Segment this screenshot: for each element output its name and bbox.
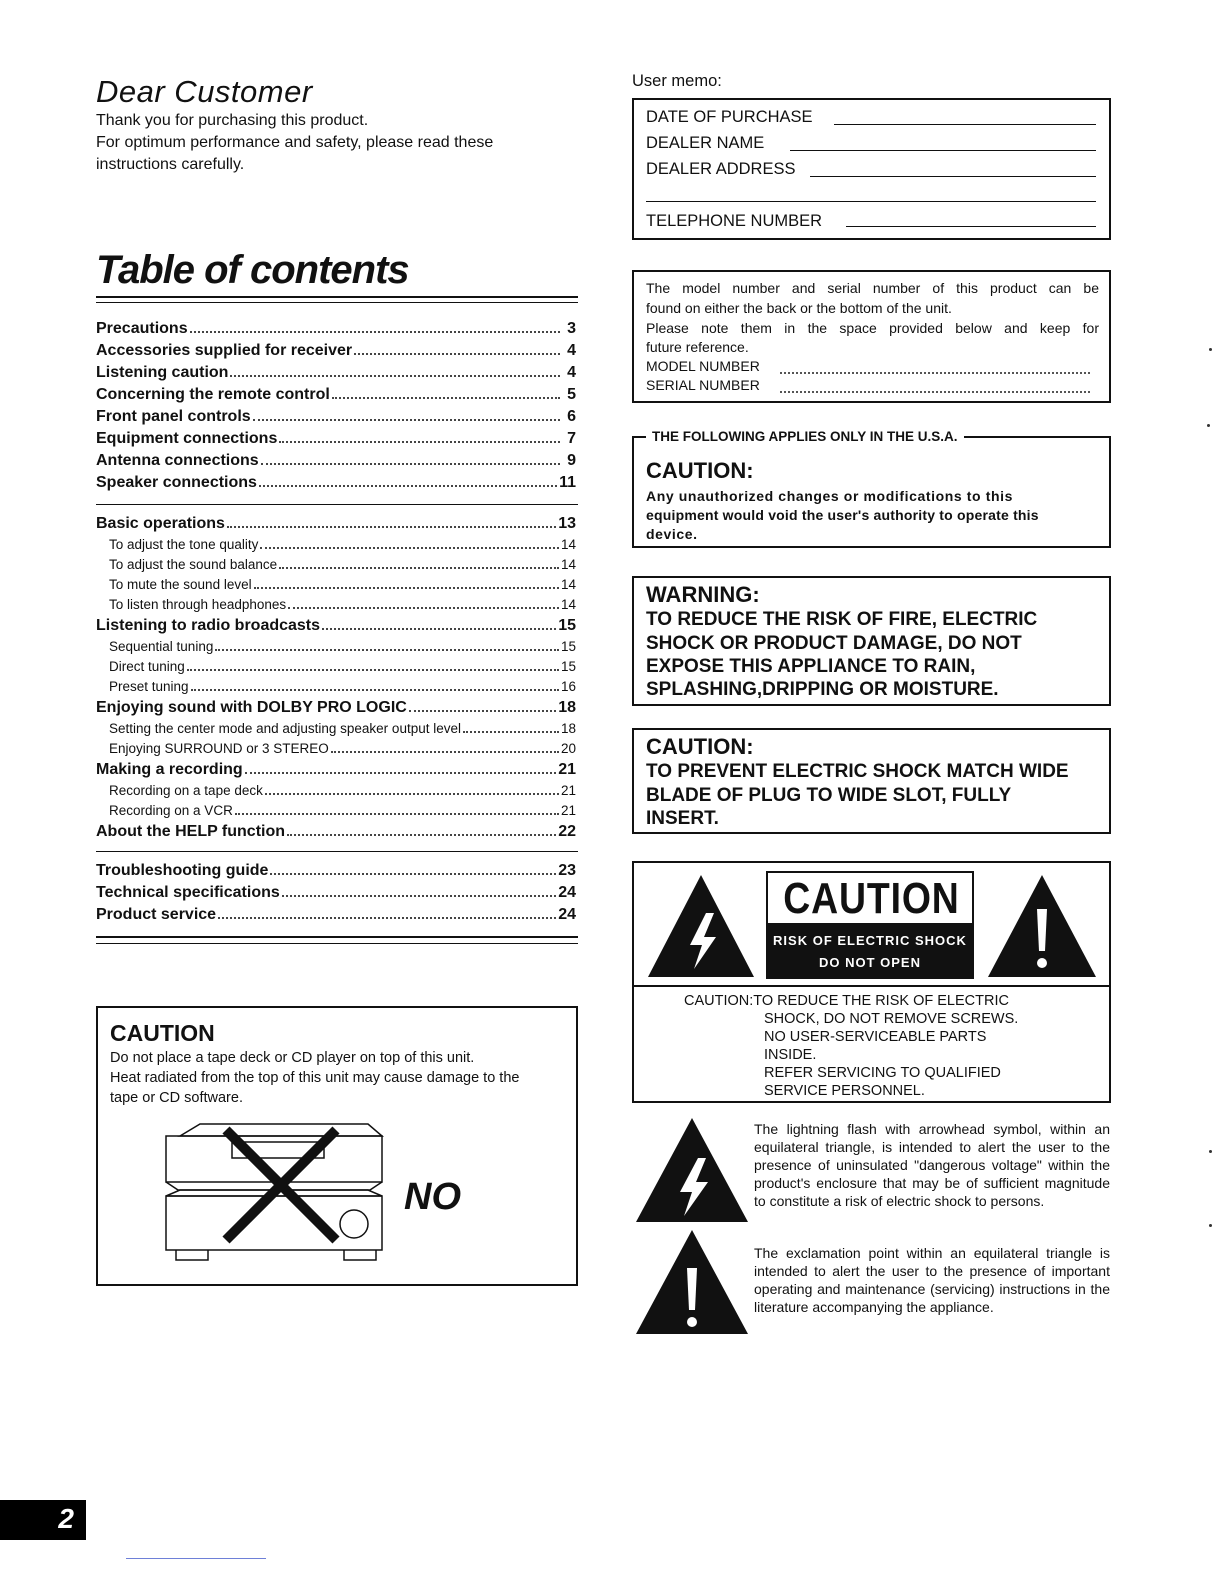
toc-leader-dots <box>331 751 559 753</box>
toc-entry-label: Enjoying SURROUND or 3 STEREO <box>109 741 329 756</box>
warning-line: SHOCK OR PRODUCT DAMAGE, DO NOT <box>646 633 1022 654</box>
exclamation-symbol-icon <box>634 1228 750 1336</box>
toc-entry-page: 15 <box>558 617 576 634</box>
toc-subentry <box>109 679 576 699</box>
toc-entry-page: 18 <box>560 721 576 736</box>
toc-entry-label: Front panel controls <box>96 408 251 425</box>
dealer-address-label: DEALER ADDRESS <box>646 160 796 178</box>
serial-info-line: found on either the back or the bottom of the unit. <box>646 300 952 316</box>
toc-entry-page: 21 <box>560 803 576 818</box>
toc-leader-dots <box>409 710 556 712</box>
toc-entry-label: Listening to radio broadcasts <box>96 617 321 634</box>
toc-entry-page: 16 <box>560 679 576 694</box>
toc-entry-label: Sequential tuning <box>109 639 214 654</box>
sign-caution-line: NO USER-SERVICEABLE PARTS <box>764 1029 987 1045</box>
scan-speck <box>1209 348 1212 351</box>
memo-fill-line <box>646 201 1096 202</box>
toc-entry-label: Troubleshooting guide <box>96 862 269 879</box>
toc-leader-dots <box>463 731 559 733</box>
toc-leader-dots <box>282 895 556 897</box>
toc-entry-label: To mute the sound level <box>109 577 252 592</box>
intro-line: instructions carefully. <box>96 156 245 173</box>
sign-caution-line: SHOCK, DO NOT REMOVE SCREWS. <box>764 1011 1019 1027</box>
scan-speck <box>1209 1224 1212 1227</box>
toc-leader-dots <box>354 353 560 355</box>
model-serial-box <box>632 270 1111 403</box>
toc-leader-dots <box>190 331 560 333</box>
memo-fill-line <box>834 124 1096 125</box>
toc-entry-label: To adjust the tone quality <box>109 537 259 552</box>
toc-entry <box>96 515 576 537</box>
toc-leader-dots <box>332 397 560 399</box>
toc-subentry <box>109 659 576 679</box>
toc-entry-label: Preset tuning <box>109 679 189 694</box>
model-number-fill <box>780 372 1090 374</box>
toc-leader-dots <box>259 485 557 487</box>
toc-entry-label: Speaker connections <box>96 474 257 491</box>
toc-subentry <box>109 721 576 741</box>
toc-top-rule-thin <box>96 302 578 303</box>
sign-divider <box>634 985 1109 987</box>
plug-caution-box <box>632 728 1111 834</box>
warning-line: TO REDUCE THE RISK OF FIRE, ELECTRIC <box>646 609 1038 630</box>
caution-line: Do not place a tape deck or CD player on top of this unit. <box>110 1050 475 1066</box>
dealer-name-label: DEALER NAME <box>646 134 765 152</box>
lightning-warning-icon <box>646 873 756 979</box>
toc-entry-label: Equipment connections <box>96 430 278 447</box>
toc-leader-dots <box>279 441 560 443</box>
tape-deck-caution-box <box>96 1006 578 1286</box>
serial-number-fill <box>780 391 1090 393</box>
page-number-tab <box>0 1500 86 1540</box>
warning-line: SPLASHING,DRIPPING OR MOISTURE. <box>646 679 999 700</box>
intro-line: Thank you for purchasing this product. <box>96 112 369 129</box>
toc-leader-dots <box>187 669 559 671</box>
sign-caution-line: CAUTION:TO REDUCE THE RISK OF ELECTRIC <box>684 993 1009 1009</box>
caution-label <box>766 871 976 979</box>
serial-info-line: The model number and serial number of this product can be <box>646 280 1099 296</box>
telephone-number-label: TELEPHONE NUMBER <box>646 212 823 230</box>
model-number-label: MODEL NUMBER <box>646 358 760 374</box>
scan-speck <box>1207 424 1210 427</box>
toc-group-divider <box>96 504 578 505</box>
toc-top-rule <box>96 296 578 298</box>
toc-leader-dots <box>227 526 556 528</box>
toc-leader-dots <box>270 873 556 875</box>
serial-info-line: Please note them in the space provided below and keep for <box>646 320 1099 336</box>
toc-entry-label: Enjoying sound with DOLBY PRO LOGIC <box>96 699 407 716</box>
toc-entry-page: 4 <box>567 342 576 359</box>
toc-entry-page: 4 <box>567 364 576 381</box>
intro-line: For optimum performance and safety, please read these <box>96 134 494 151</box>
serial-number-label: SERIAL NUMBER <box>646 377 760 393</box>
toc-entry-page: 13 <box>558 515 576 532</box>
user-memo-box <box>632 98 1111 240</box>
toc-entry-page: 14 <box>560 537 576 552</box>
caution-sign-box <box>632 861 1111 1103</box>
do-not-open-text: DO NOT OPEN <box>818 955 921 970</box>
toc-leader-dots <box>218 917 556 919</box>
toc-entry-label: To listen through headphones <box>109 597 287 612</box>
exclamation-symbol-text: The exclamation point within an equilateral triangle is intended to alert the user to the presence of important operating and maintenance (servicing) instructions in the literature accompanying the appliance. <box>754 1245 1110 1315</box>
toc-entry-page: 23 <box>558 862 576 879</box>
memo-fill-line <box>846 226 1096 227</box>
stacked-units-illustration <box>158 1120 388 1270</box>
toc-entry <box>96 823 576 845</box>
toc-subentry <box>109 577 576 597</box>
toc-entry <box>96 320 576 342</box>
toc-entry <box>96 761 576 783</box>
no-label: NO <box>404 1176 461 1218</box>
toc-entry <box>96 386 576 408</box>
toc-entry <box>96 699 576 721</box>
toc-entry-page: 20 <box>560 741 576 756</box>
toc-entry-page: 11 <box>559 474 576 491</box>
toc-entry-label: Making a recording <box>96 761 243 778</box>
plug-caution-line: INSERT. <box>646 808 719 829</box>
toc-leader-dots <box>235 813 559 815</box>
toc-entry <box>96 617 576 639</box>
plug-caution-line: TO PREVENT ELECTRIC SHOCK MATCH WIDE <box>646 761 1069 782</box>
toc-entry <box>96 430 576 452</box>
toc-entry <box>96 862 576 884</box>
warning-heading: WARNING: <box>646 582 760 607</box>
toc-entry-label: Recording on a VCR <box>109 803 233 818</box>
lightning-symbol-icon <box>634 1116 750 1224</box>
caution-sub-panel <box>766 925 974 979</box>
bottom-rule <box>126 1558 266 1559</box>
dear-customer-title: Dear Customer <box>96 74 313 109</box>
toc-entry-label: Technical specifications <box>96 884 280 901</box>
toc-entry-label: Recording on a tape deck <box>109 783 263 798</box>
scan-speck <box>1209 1150 1212 1153</box>
usa-caution-heading: CAUTION: <box>646 458 754 483</box>
toc-entry-page: 24 <box>558 884 576 901</box>
toc-subentry <box>109 597 576 617</box>
toc-leader-dots <box>245 772 557 774</box>
toc-entry-page: 5 <box>567 386 576 403</box>
lightning-symbol-text: The lightning flash with arrowhead symbol, within an equilateral triangle, is intended to alert the user to the presence of uninsulated "dangerous voltage" within the product's enclosure that may be of sufficient magnitude to constitute a risk of electric shock to persons. <box>754 1121 1110 1209</box>
toc-entry-page: 22 <box>558 823 576 840</box>
memo-fill-line <box>810 176 1096 177</box>
toc-subentry <box>109 741 576 761</box>
toc-entry-page: 14 <box>560 557 576 572</box>
toc-entry-page: 7 <box>567 430 576 447</box>
date-of-purchase-label: DATE OF PURCHASE <box>646 108 813 126</box>
toc-entry-page: 24 <box>558 906 576 923</box>
toc-subentry <box>109 803 576 823</box>
toc-bottom-rule <box>96 936 578 938</box>
plug-caution-heading: CAUTION: <box>646 734 754 759</box>
toc-entry <box>96 884 576 906</box>
toc-leader-dots <box>322 628 556 630</box>
sign-caution-line: REFER SERVICING TO QUALIFIED <box>764 1065 1001 1081</box>
warning-line: EXPOSE THIS APPLIANCE TO RAIN, <box>646 656 976 677</box>
toc-entry-label: Direct tuning <box>109 659 185 674</box>
toc-leader-dots <box>253 419 560 421</box>
toc-leader-dots <box>191 689 559 691</box>
toc-group-divider <box>96 851 578 852</box>
usa-caution-line: Any unauthorized changes or modifications to this <box>646 488 1013 504</box>
toc-entry-label: Listening caution <box>96 364 229 381</box>
toc-entry-label: Concerning the remote control <box>96 386 330 403</box>
toc-leader-dots <box>279 567 559 569</box>
toc-leader-dots <box>265 793 559 795</box>
toc-entry-page: 14 <box>560 577 576 592</box>
toc-bottom-rule-thin <box>96 943 578 944</box>
toc-entry-page: 9 <box>567 452 576 469</box>
memo-fill-line <box>790 150 1096 151</box>
usa-caution-line: device. <box>646 526 698 542</box>
toc-subentry <box>109 557 576 577</box>
toc-entry <box>96 364 576 386</box>
caution-word-box <box>766 871 974 925</box>
toc-leader-dots <box>254 587 559 589</box>
user-memo-label: User memo: <box>632 72 722 90</box>
toc-entry-label: Accessories supplied for receiver <box>96 342 353 359</box>
toc-leader-dots <box>261 463 560 465</box>
page-number: 2 <box>58 1503 74 1534</box>
toc-entry-page: 18 <box>558 699 576 716</box>
toc-entry <box>96 408 576 430</box>
exclamation-warning-icon <box>986 873 1098 979</box>
toc-entry <box>96 452 576 474</box>
plug-caution-line: BLADE OF PLUG TO WIDE SLOT, FULLY <box>646 785 1012 806</box>
toc-entry <box>96 474 576 496</box>
toc-subentry <box>109 639 576 659</box>
toc-entry-label: Antenna connections <box>96 452 259 469</box>
toc-entry-page: 14 <box>560 597 576 612</box>
usa-caution-box <box>632 429 1111 548</box>
toc-entry-page: 3 <box>567 320 576 337</box>
toc-entry-label: Setting the center mode and adjusting speaker output level <box>109 721 461 736</box>
toc-entry-page: 21 <box>560 783 576 798</box>
serial-info-line: future reference. <box>646 339 749 355</box>
toc-title: Table of contents <box>96 248 409 292</box>
sign-caution-line: INSIDE. <box>764 1047 817 1063</box>
toc-entry-label: To adjust the sound balance <box>109 557 278 572</box>
toc-leader-dots <box>288 607 559 609</box>
toc-entry-label: Precautions <box>96 320 188 337</box>
toc-entry <box>96 342 576 364</box>
toc-leader-dots <box>230 375 560 377</box>
toc-entry-label: Product service <box>96 906 217 923</box>
caution-line: tape or CD software. <box>110 1090 243 1106</box>
usa-caution-line: equipment would void the user's authority to operate this <box>646 507 1039 523</box>
toc-entry-page: 15 <box>560 659 576 674</box>
toc-subentry <box>109 783 576 803</box>
caution-heading: CAUTION <box>110 1020 215 1046</box>
toc-leader-dots <box>287 834 556 836</box>
toc-entry-page: 15 <box>560 639 576 654</box>
toc-entry-page: 6 <box>567 408 576 425</box>
toc-subentry <box>109 537 576 557</box>
usa-applies-header: THE FOLLOWING APPLIES ONLY IN THE U.S.A. <box>646 429 964 444</box>
toc-leader-dots <box>215 649 559 651</box>
caution-line: Heat radiated from the top of this unit may cause damage to the <box>110 1070 520 1086</box>
toc-leader-dots <box>260 547 559 549</box>
toc-entry-label: About the HELP function <box>96 823 286 840</box>
risk-of-shock-text: RISK OF ELECTRIC SHOCK <box>773 933 967 948</box>
toc-entry <box>96 906 576 928</box>
toc-entry-page: 21 <box>558 761 576 778</box>
warning-box <box>632 576 1111 706</box>
toc-entry-label: Basic operations <box>96 515 225 532</box>
sign-caution-line: SERVICE PERSONNEL. <box>764 1083 925 1099</box>
caution-word: CAUTION <box>783 874 960 923</box>
